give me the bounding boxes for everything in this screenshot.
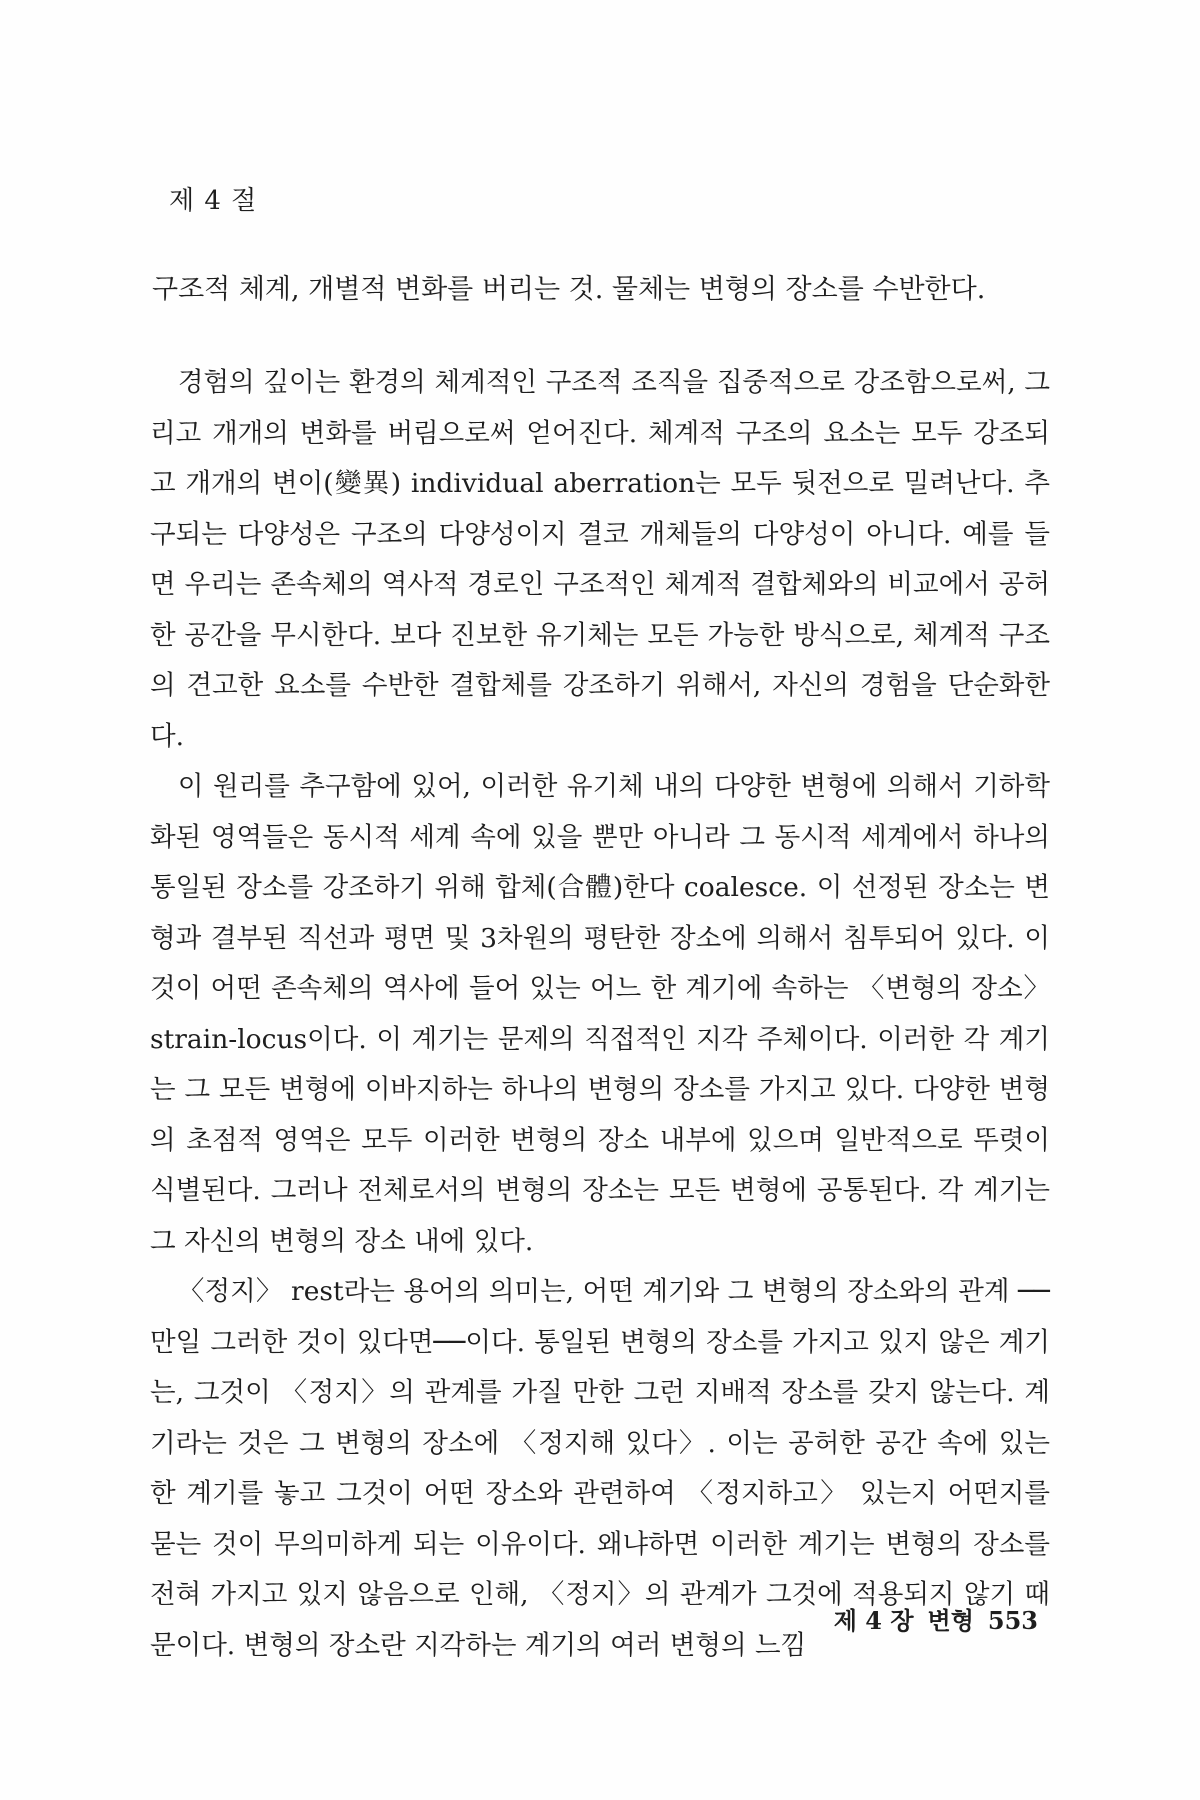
- page-number: 553: [987, 1606, 1038, 1635]
- paragraph-1: 경험의 깊이는 환경의 체계적인 구조적 조직을 집중적으로 강조함으로써, 그리고 개개의 변화를 버림으로써 얻어진다. 체계적 구조의 요소는 모두 강조되고 개개의 변이(變異) individual aberration는 모두 뒷전으로 밀려난다. 추구되는 다양성은 구조의 다양성이지 결코 개체들의 다양성이 아니다. 예를 들면 우리는 존속체의 역사적 경로인 구조적인 체계적 결합체와의 비교에서 공허한 공간을 무시한다. 보다 진보한 유기체는 모든 가능한 방식으로, 체계적 구조의 견고한 요소를 수반한 결합체를 강조하기 위해서, 자신의 경험을 단순화한다.: [150, 367, 1050, 752]
- footer-chapter: 제 4 장: [833, 1606, 914, 1635]
- section-label: 제 4 절: [169, 186, 258, 216]
- footer-chapter-title: 변형: [927, 1606, 974, 1635]
- paragraph-2: 이 원리를 추구함에 있어, 이러한 유기체 내의 다양한 변형에 의해서 기하학화된 영역들은 동시적 세계 속에 있을 뿐만 아니라 그 동시적 세계에서 하나의 통일된 장소를 강조하기 위해 합체(合體)한다 coalesce. 이 선정된 장소는 변형과 결부된 직선과 평면 및 3차원의 평탄한 장소에 의해서 침투되어 있다. 이것이 어떤 존속체의 역사에 들어 있는 어느 한 계기에 속하는 〈변형의 장소〉 strain-locus이다. 이 계기는 문제의 직접적인 지각 주체이다. 이러한 각 계기는 그 모든 변형에 이바지하는 하나의 변형의 장소를 가지고 있다. 다양한 변형의 초점적 영역은 모두 이러한 변형의 장소 내부에 있으며 일반적으로 뚜렷이 식별된다. 그러나 전체로서의 변형의 장소는 모든 변형에 공통된다. 각 계기는 그 자신의 변형의 장소 내에 있다.: [150, 771, 1050, 1257]
- paragraph-3: 〈정지〉 rest라는 용어의 의미는, 어떤 계기와 그 변형의 장소와의 관계 ──만일 그러한 것이 있다면──이다. 통일된 변형의 장소를 가지고 있지 않은 계기는, 그것이 〈정지〉의 관계를 가질 만한 그런 지배적 장소를 갖지 않는다. 계기라는 것은 그 변형의 장소에 〈정지해 있다〉. 이는 공허한 공간 속에 있는 한 계기를 놓고 그것이 어떤 장소와 관련하여 〈정지하고〉 있는지 어떤지를 묻는 것이 무의미하게 되는 이유이다. 왜냐하면 이러한 계기는 변형의 장소를 전혀 가지고 있지 않음으로 인해, 〈정지〉의 관계가 그것에 적용되지 않기 때문이다. 변형의 장소란 지각하는 계기의 여러 변형의 느낌: [150, 1276, 1050, 1661]
- section-title: 구조적 체계, 개별적 변화를 버리는 것. 물체는 변형의 장소를 수반한다.: [152, 274, 986, 305]
- page-footer: [834, 1601, 1038, 1636]
- body-text: [150, 358, 1050, 1671]
